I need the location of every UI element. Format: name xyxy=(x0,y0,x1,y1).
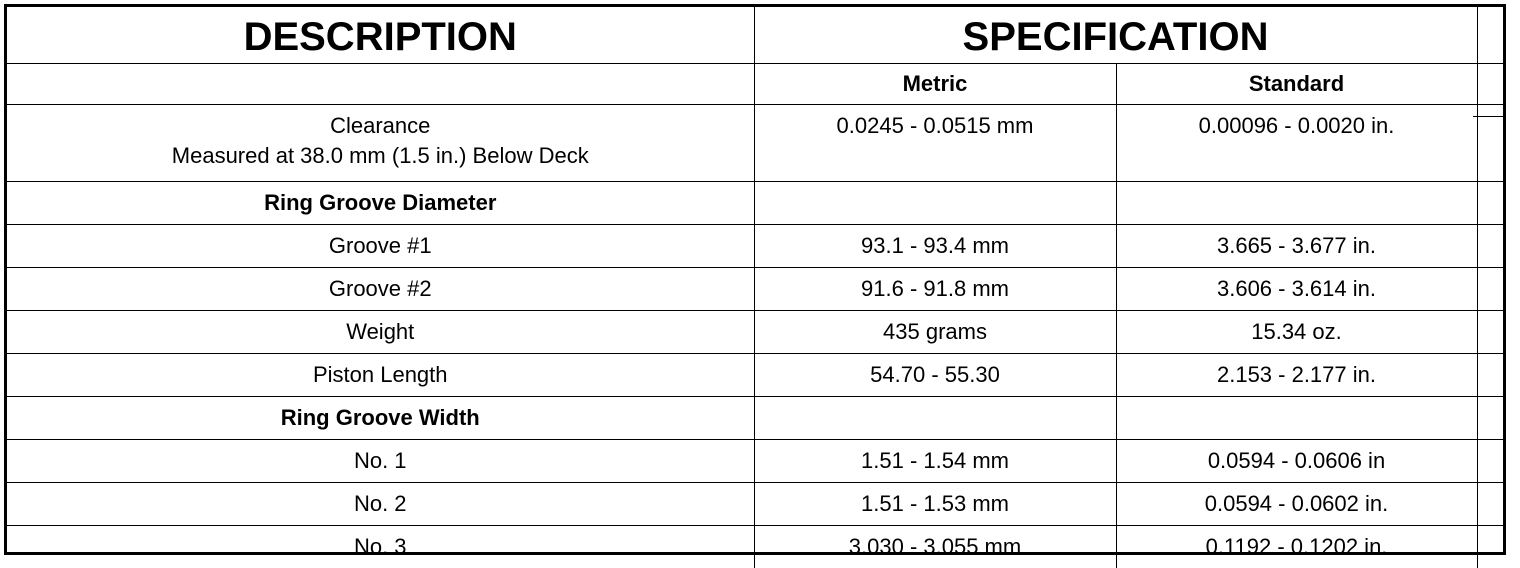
description-line: Measured at 38.0 mm (1.5 in.) Below Deck xyxy=(7,141,754,171)
standard-cell: 0.1192 - 0.1202 in. xyxy=(1116,526,1477,568)
metric-cell: 54.70 - 55.30 xyxy=(754,354,1116,397)
standard-cell: 2.153 - 2.177 in. xyxy=(1116,354,1477,397)
metric-cell: 435 grams xyxy=(754,311,1116,354)
standard-cell: 0.0594 - 0.0606 in xyxy=(1116,440,1477,483)
metric-cell: 91.6 - 91.8 mm xyxy=(754,268,1116,311)
description-cell xyxy=(7,105,754,182)
title-row xyxy=(7,7,1503,64)
table-row xyxy=(7,182,1503,225)
blank-header-cell xyxy=(7,64,754,105)
description-cell: Groove #1 xyxy=(7,225,754,268)
description-cell: Groove #2 xyxy=(7,268,754,311)
metric-cell: 1.51 - 1.54 mm xyxy=(754,440,1116,483)
metric-cell: 93.1 - 93.4 mm xyxy=(754,225,1116,268)
side-cell xyxy=(1477,64,1503,105)
side-cell xyxy=(1477,225,1503,268)
side-cell xyxy=(1477,397,1503,440)
description-cell: No. 1 xyxy=(7,440,754,483)
table-row xyxy=(7,354,1503,397)
metric-cell: 3.030 - 3.055 mm xyxy=(754,526,1116,568)
metric-cell: 0.0245 - 0.0515 mm xyxy=(754,105,1116,182)
side-cell xyxy=(1477,268,1503,311)
standard-cell: 0.00096 - 0.0020 in. xyxy=(1116,105,1477,182)
table-row xyxy=(7,311,1503,354)
section-heading-cell: Ring Groove Diameter xyxy=(7,182,754,225)
table-row xyxy=(7,483,1503,526)
side-cell xyxy=(1477,182,1503,225)
description-line: Clearance xyxy=(7,111,754,141)
metric-cell xyxy=(754,397,1116,440)
unit-header-row xyxy=(7,64,1503,105)
table-row xyxy=(7,440,1503,483)
table-row xyxy=(7,268,1503,311)
description-cell: Piston Length xyxy=(7,354,754,397)
description-header: DESCRIPTION xyxy=(7,7,754,64)
side-cell xyxy=(1477,483,1503,526)
standard-cell xyxy=(1116,397,1477,440)
standard-cell: 15.34 oz. xyxy=(1116,311,1477,354)
metric-cell: 1.51 - 1.53 mm xyxy=(754,483,1116,526)
table-row xyxy=(7,105,1503,182)
standard-cell xyxy=(1116,182,1477,225)
description-cell: No. 3 xyxy=(7,526,754,568)
description-cell: Weight xyxy=(7,311,754,354)
standard-header: Standard xyxy=(1116,64,1477,105)
section-heading-cell: Ring Groove Width xyxy=(7,397,754,440)
standard-cell: 3.606 - 3.614 in. xyxy=(1116,268,1477,311)
metric-header: Metric xyxy=(754,64,1116,105)
side-cell xyxy=(1477,311,1503,354)
table-row xyxy=(7,397,1503,440)
side-cell xyxy=(1477,354,1503,397)
specification-header: SPECIFICATION xyxy=(754,7,1477,64)
side-cell xyxy=(1477,7,1503,64)
side-divider-line xyxy=(1473,116,1503,117)
spec-table-frame xyxy=(4,4,1506,555)
description-cell: No. 2 xyxy=(7,483,754,526)
standard-cell: 0.0594 - 0.0602 in. xyxy=(1116,483,1477,526)
spec-table xyxy=(7,7,1503,568)
metric-cell xyxy=(754,182,1116,225)
side-cell xyxy=(1477,440,1503,483)
standard-cell: 3.665 - 3.677 in. xyxy=(1116,225,1477,268)
table-row xyxy=(7,225,1503,268)
